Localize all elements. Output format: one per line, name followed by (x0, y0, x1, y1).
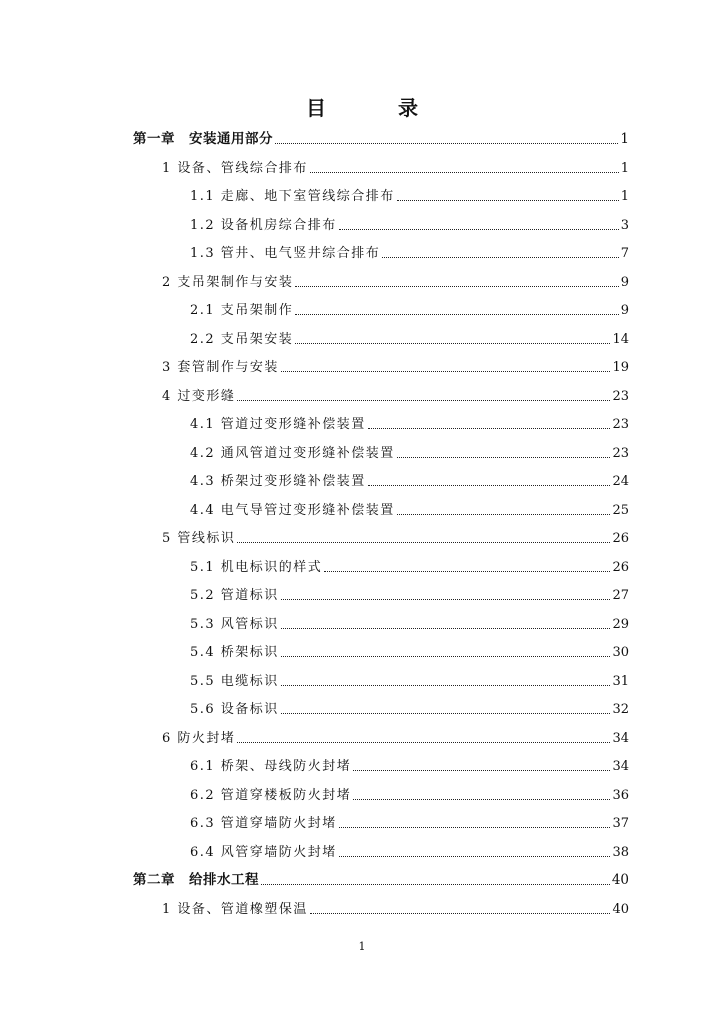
toc-entry-label: 3 套管制作与安装 (162, 360, 279, 375)
toc-entry[interactable] (190, 325, 629, 347)
toc-entry-page: 23 (612, 445, 629, 461)
toc-entry-page: 1 (620, 160, 629, 176)
toc-entry-label: 5 管线标识 (162, 531, 236, 546)
toc-dot-leader (275, 142, 618, 144)
toc-dot-leader (324, 570, 610, 572)
toc-entry[interactable] (133, 866, 629, 888)
toc-entry-label: 5.2 管道标识 (190, 588, 279, 603)
toc-entry-page: 3 (620, 217, 629, 233)
toc-entry-page: 26 (612, 559, 629, 575)
toc-dot-leader (281, 712, 611, 714)
toc-dot-leader (397, 199, 619, 201)
toc-entry[interactable] (190, 610, 629, 632)
toc-entry-label: 4.2 通风管道过变形缝补偿装置 (190, 445, 395, 461)
toc-entry-label: 4.4 电气导管过变形缝补偿装置 (190, 502, 395, 518)
toc-dot-leader (281, 655, 611, 657)
toc-entry-page: 23 (612, 417, 629, 432)
toc-entry-page: 36 (612, 787, 629, 803)
toc-entry-page: 9 (620, 303, 629, 318)
toc-entry-page: 7 (620, 246, 629, 261)
toc-entry[interactable] (190, 439, 629, 461)
toc-entry-page: 34 (612, 759, 629, 774)
toc-title: 目 录 (306, 96, 444, 120)
toc-entry-page: 40 (612, 901, 629, 917)
toc-entry-page: 19 (612, 360, 629, 375)
toc-entry-label: 4.3 桥架过变形缝补偿装置 (190, 474, 366, 489)
toc-entry-label: 5.3 风管标识 (190, 616, 279, 632)
toc-entry-page: 25 (612, 502, 629, 518)
toc-entry[interactable] (190, 467, 629, 489)
toc-dot-leader (281, 598, 611, 600)
toc-entry[interactable] (190, 496, 629, 518)
toc-entry-label: 1.3 管井、电气竖井综合排布 (190, 246, 381, 261)
toc-dot-leader (339, 855, 611, 857)
toc-entry-label: 2.2 支吊架安装 (190, 331, 294, 347)
toc-dot-leader (281, 370, 611, 372)
toc-entry-label: 第二章 给排水工程 (133, 872, 259, 888)
toc-entry[interactable] (133, 125, 629, 147)
toc-entry-page: 37 (612, 816, 629, 831)
toc-entry-page: 9 (620, 274, 629, 290)
toc-entry[interactable] (162, 353, 629, 375)
toc-entry[interactable] (190, 296, 629, 318)
toc-entry[interactable] (190, 638, 629, 660)
toc-dot-leader (261, 883, 610, 885)
toc-dot-leader (237, 541, 610, 543)
toc-entry[interactable] (162, 724, 629, 746)
toc-entry-label: 2.1 支吊架制作 (190, 303, 294, 318)
toc-entry[interactable] (190, 838, 629, 860)
toc-dot-leader (397, 456, 611, 458)
toc-entry-page: 1 (620, 189, 629, 204)
toc-entry-label: 2 支吊架制作与安装 (162, 274, 294, 290)
toc-entry-page: 24 (612, 474, 629, 489)
toc-entry-label: 6.1 桥架、母线防火封堵 (190, 759, 352, 774)
toc-dot-leader (237, 741, 610, 743)
toc-entry-page: 14 (612, 331, 629, 347)
toc-entry-label: 6.4 风管穿墙防火封堵 (190, 844, 337, 860)
toc-entry-label: 1 设备、管道橡塑保温 (162, 901, 308, 917)
toc-entry-label: 6 防火封堵 (162, 730, 236, 746)
toc-entry-label: 5.6 设备标识 (190, 702, 279, 717)
toc-dot-leader (353, 798, 610, 800)
toc-dot-leader (295, 342, 610, 344)
toc-entry-label: 1 设备、管线综合排布 (162, 160, 308, 176)
toc-entry-page: 38 (612, 844, 629, 860)
toc-entry-page: 40 (611, 872, 629, 888)
toc-entry-label: 第一章 安装通用部分 (133, 131, 273, 147)
toc-entry[interactable] (190, 695, 629, 717)
page-number: 1 (358, 940, 366, 953)
toc-dot-leader (310, 912, 611, 914)
toc-entry-page: 1 (620, 131, 629, 147)
toc-entry-page: 34 (612, 730, 629, 746)
toc-entry-page: 31 (612, 673, 629, 689)
toc-entry[interactable] (162, 382, 629, 404)
toc-dot-leader (281, 684, 611, 686)
toc-entry[interactable] (190, 809, 629, 831)
toc-entry[interactable] (190, 211, 629, 233)
toc-entry-label: 4.1 管道过变形缝补偿装置 (190, 417, 366, 432)
toc-entry[interactable] (162, 895, 629, 917)
toc-entry[interactable] (162, 154, 629, 176)
toc-dot-leader (397, 513, 611, 515)
toc-entry-label: 5.1 机电标识的样式 (190, 559, 323, 575)
toc-dot-leader (237, 399, 610, 401)
toc-entry-label: 1.2 设备机房综合排布 (190, 217, 337, 233)
toc-entry-page: 26 (612, 531, 629, 546)
toc-entry[interactable] (162, 524, 629, 546)
toc-entry[interactable] (190, 553, 629, 575)
toc-entry[interactable] (190, 182, 629, 204)
toc-entry-page: 23 (612, 388, 629, 404)
toc-entry[interactable] (190, 752, 629, 774)
toc-entry-page: 27 (612, 588, 629, 603)
toc-entry-page: 29 (612, 616, 629, 632)
toc-entry[interactable] (190, 667, 629, 689)
toc-dot-leader (339, 228, 619, 230)
toc-dot-leader (368, 484, 611, 486)
toc-entry[interactable] (190, 781, 629, 803)
toc-dot-leader (368, 427, 611, 429)
toc-dot-leader (382, 256, 618, 258)
toc-dot-leader (295, 285, 618, 287)
toc-entry-label: 4 过变形缝 (162, 388, 236, 404)
toc-entry[interactable] (190, 410, 629, 432)
toc-entry[interactable] (190, 581, 629, 603)
toc-entry-label: 5.5 电缆标识 (190, 673, 279, 689)
toc-dot-leader (295, 313, 618, 315)
toc-entry[interactable] (162, 268, 629, 290)
toc-entry-label: 6.3 管道穿墙防火封堵 (190, 816, 337, 831)
toc-entry[interactable] (190, 239, 629, 261)
toc-dot-leader (281, 627, 611, 629)
toc-entry-label: 5.4 桥架标识 (190, 645, 279, 660)
toc-dot-leader (339, 826, 611, 828)
toc-dot-leader (310, 171, 619, 173)
toc-entry-label: 6.2 管道穿楼板防火封堵 (190, 787, 352, 803)
toc-entry-page: 32 (612, 702, 629, 717)
toc-dot-leader (353, 769, 610, 771)
toc-entry-label: 1.1 走廊、地下室管线综合排布 (190, 189, 395, 204)
toc-entry-page: 30 (612, 645, 629, 660)
